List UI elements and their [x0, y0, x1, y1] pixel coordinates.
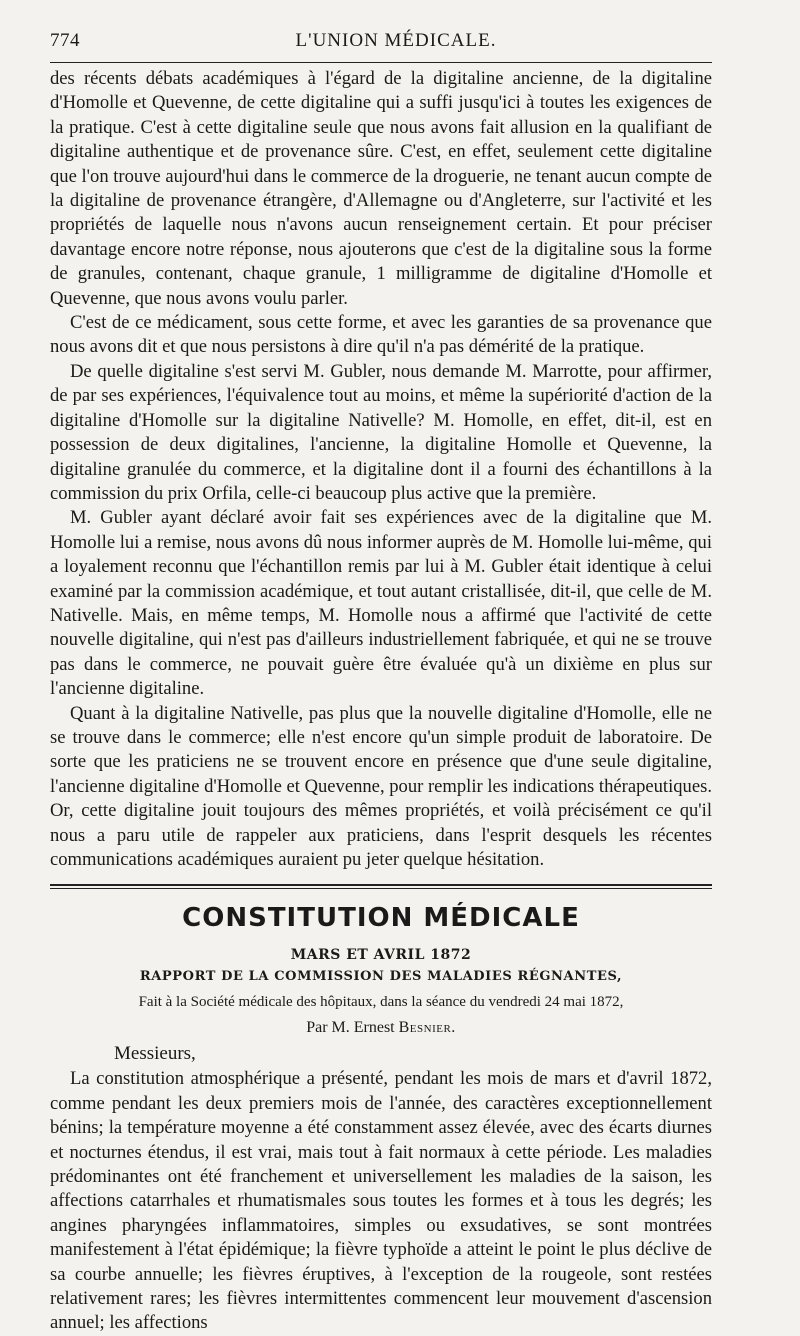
author-name: Besnier.	[398, 1019, 456, 1037]
section-body	[50, 1067, 712, 1335]
journal-title: L'UNION MÉDICALE.	[295, 30, 497, 51]
paragraph: La constitution atmosphérique a présenté, pendant les mois de mars et d'avril 1872, comme pendant les deux premiers mois de l'année, des caractères exceptionnellement bénins; la température moyenne a été constamment assez élevée, avec des écarts diurnes et nocturnes étendus, il est vrai, mais tout à fait normaux à cette période. Les maladies prédominantes ont été franchement et universellement les maladies de la saison, les affections catarrhales et rhumatismales sous toutes les formes et à tous les degrés; les angines pharyngées inflammatoires, simples ou exsudatives, se sont montrées manifestement à l'état épidémique; la fièvre typhoïde a atteint le point le plus déclive de sa courbe annuelle; les fièvres éruptives, à l'exception de la rougeole, sont restées relativement rares; les fièvres intermittentes commencent leur mouvement d'ascension annuel; les affections	[50, 1068, 712, 1334]
salutation: Messieurs,	[114, 1043, 196, 1065]
meeting-note: Fait à la Société médicale des hôpitaux, dans la séance du vendredi 24 mai 1872,	[138, 994, 624, 1011]
paragraph: De quelle digitaline s'est servi M. Gubler, nous demande M. Marrotte, pour affirmer, de par ses expériences, l'équivalence tout au moins, et même la supériorité d'action de la digitaline d'Homolle sur la digitaline Nativelle? M. Homolle, en effet, dit-il, est en possession de deux digitalines, l'ancienne, la digitaline Homolle et Quevenne, la digitaline granulée du commerce, et la digitaline dont il a fourni des échantillons à la commission du prix Orfila, celle-ci beaucoup plus active que la première.	[50, 360, 712, 504]
byline-prefix: Par M. Ernest	[306, 1019, 395, 1037]
page-number: 774	[50, 30, 80, 51]
paragraph: Quant à la digitaline Nativelle, pas plus que la nouvelle digitaline d'Homolle, elle ne se trouve dans le commerce; elle n'est encore qu'un simple produit de laboratoire. De sorte que les praticiens ne se trouvent encore en présence que d'une seule digitaline, l'ancienne digitaline d'Homolle et Quevenne, pour remplir les indications thérapeutiques. Or, cette digitaline jouit toujours des mêmes propriétés, et voilà précisément ce qu'il nous a paru utile de rappeler aux praticiens, dans l'esprit desquels les récentes communications académiques auraient pu jeter quelque hésitation.	[50, 702, 712, 870]
section-period: MARS ET AVRIL 1872	[290, 947, 472, 964]
byline	[50, 1019, 712, 1037]
paragraph: des récents débats académiques à l'égard de la digitaline ancienne, de la digitaline d'Homolle et Quevenne, de cette digitaline qui a suffi jusqu'ici à toutes les exigences de la pratique. C'est à cette digitaline seule que nous avons fait allusion en la qualifiant de digitaline authentique et de provenance sûre. C'est, en effet, seulement cette digitaline que l'on trouve aujourd'hui dans le commerce de la droguerie, ne tenant aucun compte de la digitaline de provenance étrangère, d'Allemagne ou d'Angleterre, sur l'activité et les propriétés de laquelle nous n'avons aucun renseignement certain. Et pour préciser davantage encore notre réponse, nous ajouterons que c'est de la digitaline sous la forme de granules, contenant, chaque granule, 1 milligramme de digitaline d'Homolle et Quevenne, que nous avons voulu parler.	[50, 68, 712, 309]
section-title: CONSTITUTION MÉDICALE	[182, 903, 580, 934]
paragraph: C'est de ce médicament, sous cette forme, et avec les garanties de sa provenance que nous avons dit et que nous persistons à dire qu'il n'a pas démérité de la pratique.	[50, 312, 712, 358]
paragraph: M. Gubler ayant déclaré avoir fait ses expériences avec de la digitaline que M. Homolle lui a remise, nous avons dû nous informer auprès de M. Homolle lui-même, qui a loyalement reconnu que l'échantillon remis par lui à M. Gubler était identique à celui examiné par la commission académique, et tout autant cristallisée, dit-il, que celle de M. Nativelle. Mais, en même temps, M. Homolle nous a affirmé que l'activité de cette nouvelle digitaline, qui n'est pas d'ailleurs industriellement fabriquée, et qui ne se trouve pas dans le commerce, ne pouvait guère être évaluée qu'à un dixième en plus sur l'ancienne digitaline.	[50, 507, 712, 700]
header-rule	[50, 62, 712, 63]
running-head	[50, 30, 712, 52]
report-title: RAPPORT DE LA COMMISSION DES MALADIES RÉGNANTES,	[139, 969, 623, 985]
section-separator-rule	[50, 884, 712, 889]
article-continuation	[50, 67, 712, 872]
